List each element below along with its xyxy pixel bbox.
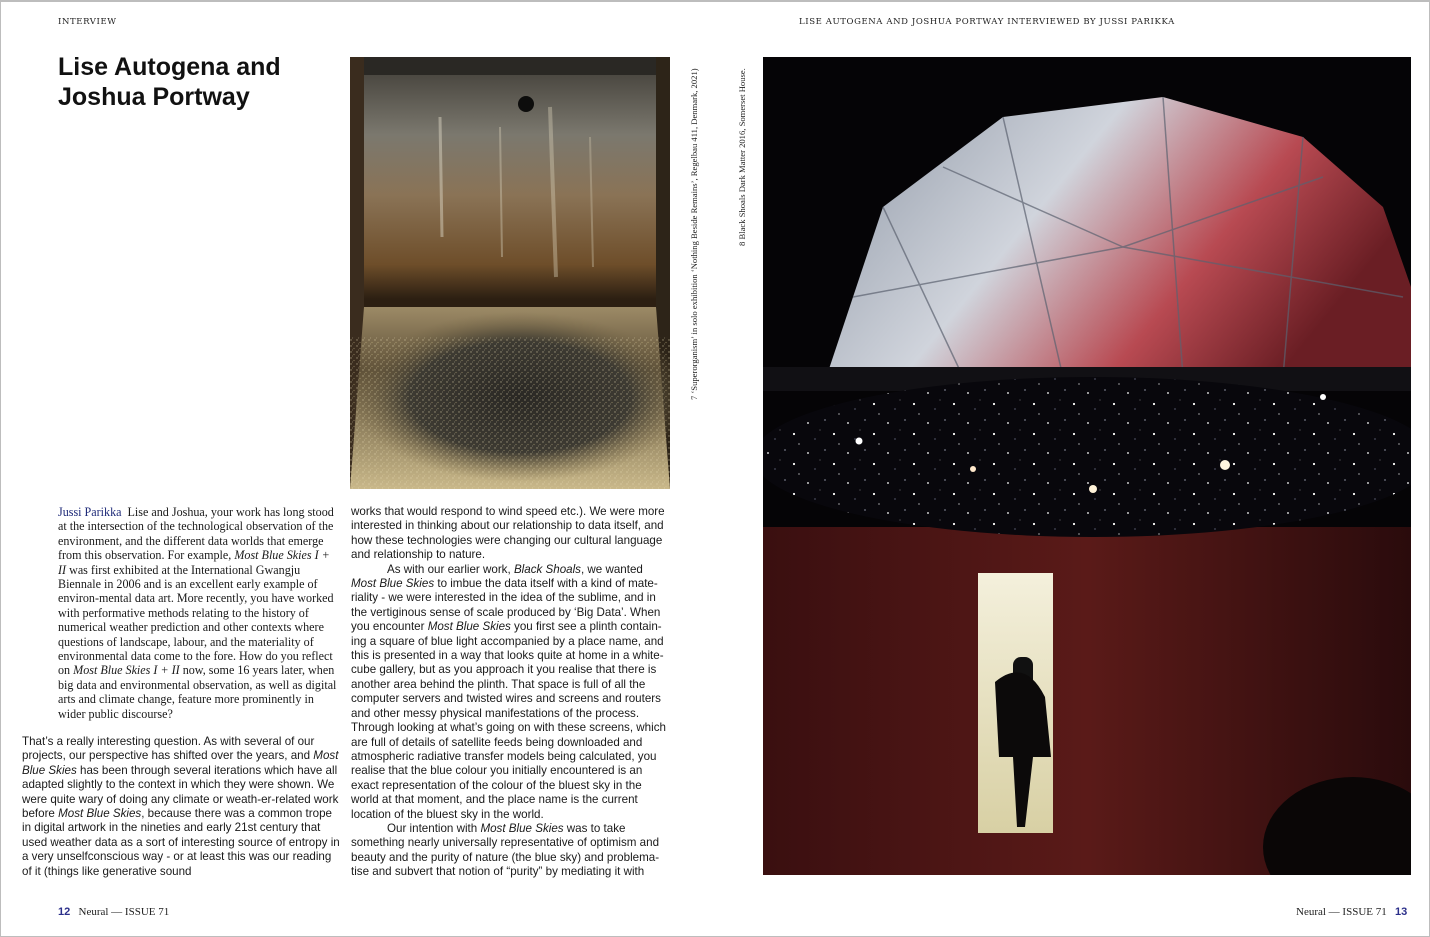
- answer-text: As with our earlier work,: [387, 562, 514, 576]
- work-title: Most Blue Skies I + II: [73, 663, 180, 678]
- footnote-8: 8 Black Shoals Dark Matter 2016, Somerset House.: [737, 68, 747, 246]
- page-number: 12: [58, 906, 71, 918]
- work-title: Most Blue Skies: [480, 821, 564, 835]
- black-shoals-dome-photo: [763, 57, 1411, 875]
- interview-question: [58, 505, 340, 721]
- answer-text: works that would respond to wind speed etc.). We were more interested in thinking about our relationship to data itself, and how these technologies were changing our cultural language and relationship to nature.: [351, 505, 665, 562]
- answer-paragraph: [351, 822, 671, 880]
- title-line-2: Joshua Portway: [58, 83, 250, 111]
- answer-text: has been through several iterations which have all adapted slightly to the context in which they were shown. We were quite wary of doing any climate or weath-er-related work before: [22, 763, 339, 821]
- question-speaker: Jussi Parikka: [58, 505, 122, 519]
- answer-text: to imbue the data itself with a kind of mate-riality - we were interested in the idea of the sublime, and in the vertiginous sense of scale produced by ‘Big Data’. When you encounter: [351, 577, 661, 634]
- running-head: LISE AUTOGENA AND JOSHUA PORTWAY INTERVIEWED BY JUSSI PARIKKA: [799, 17, 1175, 27]
- work-title: Most Blue Skies: [22, 749, 339, 777]
- work-title: Most Blue Skies: [351, 577, 435, 591]
- question-text-b: was first exhibited at the International Gwangju Biennale in 2006 and is an excellent early example of environ-mental data art. More recently, you have worked with performative methods relating to the history of numerical weather prediction and other contexts where questions of landscape, labour, and the materiality of environmental data come to the fore. How do you reflect on: [58, 562, 334, 678]
- footer-right: [1296, 906, 1407, 918]
- answer-paragraph: [22, 735, 340, 879]
- article-title: [58, 52, 328, 112]
- answer-text: Our intention with: [387, 821, 481, 835]
- footer-left: [58, 906, 169, 918]
- answer-text: , we wanted: [580, 562, 643, 576]
- magazine-issue: Neural — ISSUE 71: [1296, 906, 1387, 918]
- title-line-1: Lise Autogena and: [58, 53, 281, 81]
- magazine-issue: Neural — ISSUE 71: [78, 906, 170, 918]
- bunker-installation-photo: [350, 57, 670, 489]
- work-title: Most Blue Skies: [427, 620, 511, 634]
- work-title: Black Shoals: [513, 562, 581, 576]
- page-number: 13: [1395, 906, 1408, 918]
- answer-column-2: [351, 505, 671, 880]
- footnote-7: 7 ‘Superorganism’ in solo exhibition ‘Nothing Beside Remains’, Regelbau 411, Denmark, 2021): [689, 68, 699, 400]
- section-label: INTERVIEW: [58, 17, 117, 27]
- answer-text: was to take something nearly universally representative of optimism and beauty and the purity of nature (the blue sky) and problema-tise and subvert that notion of “purity” by mediating it with: [351, 821, 660, 879]
- answer-paragraph: [351, 563, 671, 822]
- question-text-a: Lise and Joshua, your work has long stood at the intersection of the technological observation of the environment, and the different data worlds that emerge from this observation. For example,: [58, 505, 334, 563]
- question-text-c: now, some 16 years later, when big data and environmental observation, as well as digital arts and climate change, feature more prominently in wider public discourse?: [58, 663, 337, 721]
- answer-text: , because there was a common trope in digital artwork in the nineties and early 21st century that used weather data as a sort of interesting source of entropy in a very unselfconscious way - or at least this was our reading of it (things like generative sound: [22, 807, 340, 878]
- answer-paragraph: [351, 505, 671, 563]
- answer-text: That’s a really interesting question. As with several of our projects, our perspective has shifted over the years, and: [22, 735, 315, 763]
- work-title: Most Blue Skies I + II: [58, 548, 330, 577]
- work-title: Most Blue Skies: [58, 807, 142, 821]
- answer-text: you first see a plinth contain-ing a square of blue light accompanied by a place name, and this is presented in a way that looks quite at home in a white-cube gallery, but as you approach it you realise that there is another area behind the plinth. That space is full of all the computer servers and twisted wires and screens and routers and other messy physical manifestations of the process. Through looking at what’s going on with these screens, which are full of details of satellite feeds being downloaded and atmospheric radiative transfer models being calculated, you realise that the blue colour you initially encountered is an exact representation of the colour of the bluest sky in the world at that moment, and the place name is the current location of the bluest sky in the world.: [351, 620, 666, 821]
